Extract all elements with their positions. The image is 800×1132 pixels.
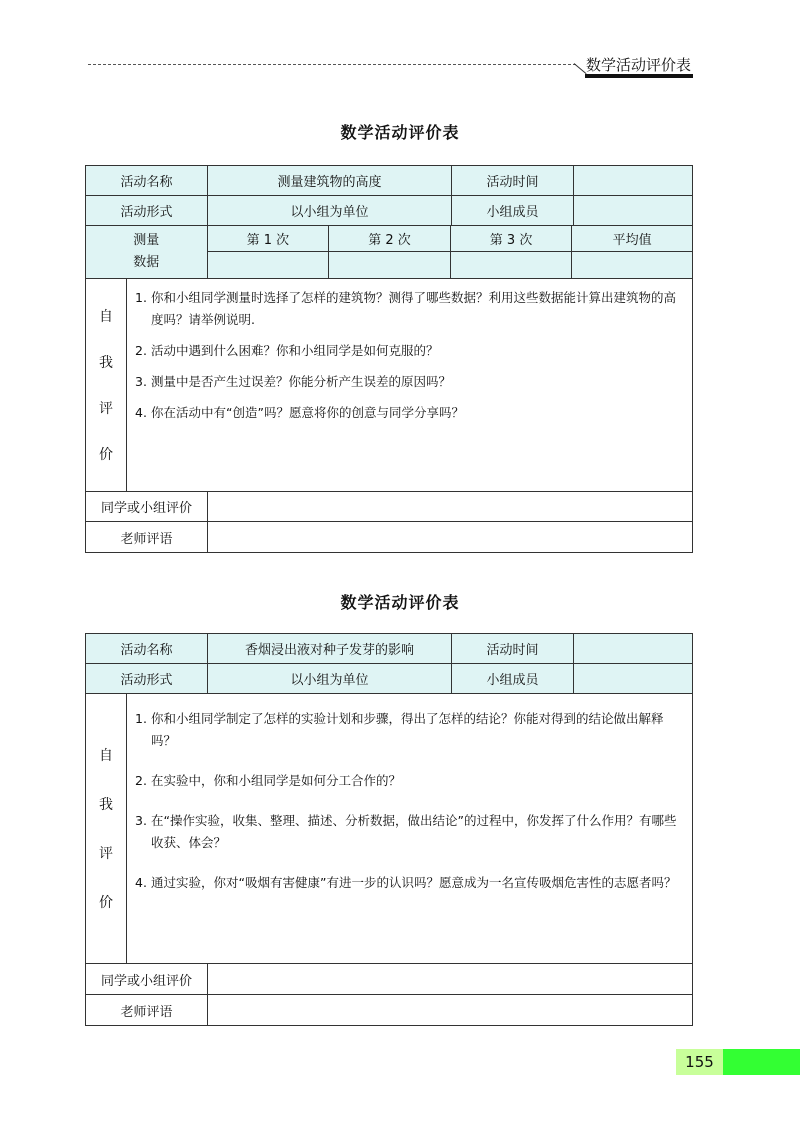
table2-row-teacher-comment	[86, 995, 692, 1025]
table1-row-measure-data	[86, 226, 692, 279]
table1-activity-form-label: 活动形式	[86, 196, 208, 225]
table2-row-self-eval	[86, 694, 692, 964]
table1-col-value-3	[451, 252, 572, 278]
table2-question-1	[135, 708, 682, 752]
page-number: 155	[676, 1049, 723, 1075]
table1-measure-label-line1: 测量	[133, 233, 160, 248]
table2-peer-eval-label: 同学或小组评价	[86, 964, 208, 994]
table2-activity-time-label: 活动时间	[452, 634, 574, 663]
table1-col-value-2	[329, 252, 450, 278]
header-running-title: 数学活动评价表	[586, 56, 692, 74]
table1-measure-label	[86, 226, 208, 278]
table2-self-eval-char: 我	[99, 796, 113, 813]
question-number: 4.	[135, 405, 147, 420]
table1	[85, 165, 693, 553]
page-number-bar	[723, 1049, 800, 1075]
table2-question-3	[135, 810, 682, 854]
table1-col-header-1: 第 1 次	[208, 226, 329, 252]
question-text: 你和小组同学测量时选择了怎样的建筑物？测得了哪些数据？利用这些数据能计算出建筑物的高度吗？请举例说明.	[151, 290, 677, 327]
table1-teacher-comment-label: 老师评语	[86, 522, 208, 552]
question-text: 你和小组同学制定了怎样的实验计划和步骤，得出了怎样的结论？你能对得到的结论做出解释吗？	[151, 711, 664, 748]
table2-self-eval-char: 自	[99, 747, 113, 764]
table2-activity-form-label: 活动形式	[86, 664, 208, 693]
table1-questions	[127, 279, 692, 491]
question-number: 3.	[135, 374, 147, 389]
table1-col-2	[329, 226, 451, 278]
table1-activity-form-value: 以小组为单位	[208, 196, 452, 225]
table2-self-eval-char: 价	[99, 895, 113, 912]
table2-teacher-comment-value	[208, 995, 692, 1025]
table1-activity-name-value: 测量建筑物的高度	[208, 166, 452, 195]
table1-col-header-3: 第 3 次	[451, 226, 572, 252]
table2-questions	[127, 694, 692, 963]
header-underline-bar	[585, 74, 693, 78]
question-number: 2.	[135, 773, 147, 788]
table2-question-4	[135, 872, 682, 894]
table1-self-eval-char: 我	[99, 355, 113, 371]
question-text: 你在活动中有“创造”吗？愿意将你的创意与同学分享吗？	[151, 405, 464, 420]
table1-activity-time-value	[574, 166, 692, 195]
table1-question-2	[135, 340, 682, 362]
table2-self-eval-char: 评	[99, 846, 113, 863]
table1-row-activity-name	[86, 166, 692, 196]
question-number: 1.	[135, 290, 147, 305]
table1-question-4	[135, 402, 682, 424]
table2-row-peer-eval	[86, 964, 692, 995]
table2-title: 数学活动评价表	[340, 593, 460, 612]
table1-peer-eval-value	[208, 492, 692, 521]
question-number: 1.	[135, 711, 147, 726]
table1-self-eval-label	[86, 279, 127, 491]
table2-group-members-value	[574, 664, 692, 693]
table1-col-header-2: 第 2 次	[329, 226, 450, 252]
table2-activity-name-label: 活动名称	[86, 634, 208, 663]
table1-activity-time-label: 活动时间	[452, 166, 574, 195]
table2-self-eval-label	[86, 694, 127, 963]
table1-question-3	[135, 371, 682, 393]
table1-col-1	[208, 226, 330, 278]
question-text: 在“操作实验，收集、整理、描述、分析数据，做出结论”的过程中，你发挥了什么作用？有哪些收获、体会？	[151, 813, 677, 850]
question-text: 活动中遇到什么困难？你和小组同学是如何克服的？	[151, 343, 439, 358]
table1-col-header-avg: 平均值	[572, 226, 692, 252]
header-dashed-rule	[88, 64, 576, 65]
table1-measure-label-line2: 数据	[133, 255, 160, 270]
table2-peer-eval-value	[208, 964, 692, 994]
table1-row-teacher-comment	[86, 522, 692, 552]
table2	[85, 633, 693, 1026]
table1-self-eval-char: 自	[99, 309, 113, 325]
table1-col-avg	[572, 226, 692, 278]
table2-teacher-comment-label: 老师评语	[86, 995, 208, 1025]
table1-self-eval-char: 价	[99, 447, 113, 463]
table1-group-members-value	[574, 196, 692, 225]
table1-title: 数学活动评价表	[340, 123, 460, 142]
table1-teacher-comment-value	[208, 522, 692, 552]
table2-group-members-label: 小组成员	[452, 664, 574, 693]
table2-row-activity-form	[86, 664, 692, 694]
table2-question-2	[135, 770, 682, 792]
table2-activity-form-value: 以小组为单位	[208, 664, 452, 693]
question-number: 3.	[135, 813, 147, 828]
table1-row-activity-form	[86, 196, 692, 226]
table1-activity-name-label: 活动名称	[86, 166, 208, 195]
table1-peer-eval-label: 同学或小组评价	[86, 492, 208, 521]
table1-col-value-1	[208, 252, 329, 278]
table1-question-1	[135, 287, 682, 331]
question-text: 测量中是否产生过误差？你能分析产生误差的原因吗？	[151, 374, 452, 389]
table1-self-eval-char: 评	[99, 401, 113, 417]
table2-activity-time-value	[574, 634, 692, 663]
table2-row-activity-name	[86, 634, 692, 664]
header-slant-rule	[574, 63, 587, 74]
question-number: 2.	[135, 343, 147, 358]
question-number: 4.	[135, 875, 147, 890]
table1-col-value-avg	[572, 252, 692, 278]
table1-row-self-eval	[86, 279, 692, 492]
table1-group-members-label: 小组成员	[452, 196, 574, 225]
question-text: 通过实验，你对“吸烟有害健康”有进一步的认识吗？愿意成为一名宣传吸烟危害性的志愿者吗？	[151, 875, 677, 890]
table1-col-3	[451, 226, 573, 278]
table1-row-peer-eval	[86, 492, 692, 522]
table2-activity-name-value: 香烟浸出液对种子发芽的影响	[208, 634, 452, 663]
question-text: 在实验中，你和小组同学是如何分工合作的？	[151, 773, 402, 788]
